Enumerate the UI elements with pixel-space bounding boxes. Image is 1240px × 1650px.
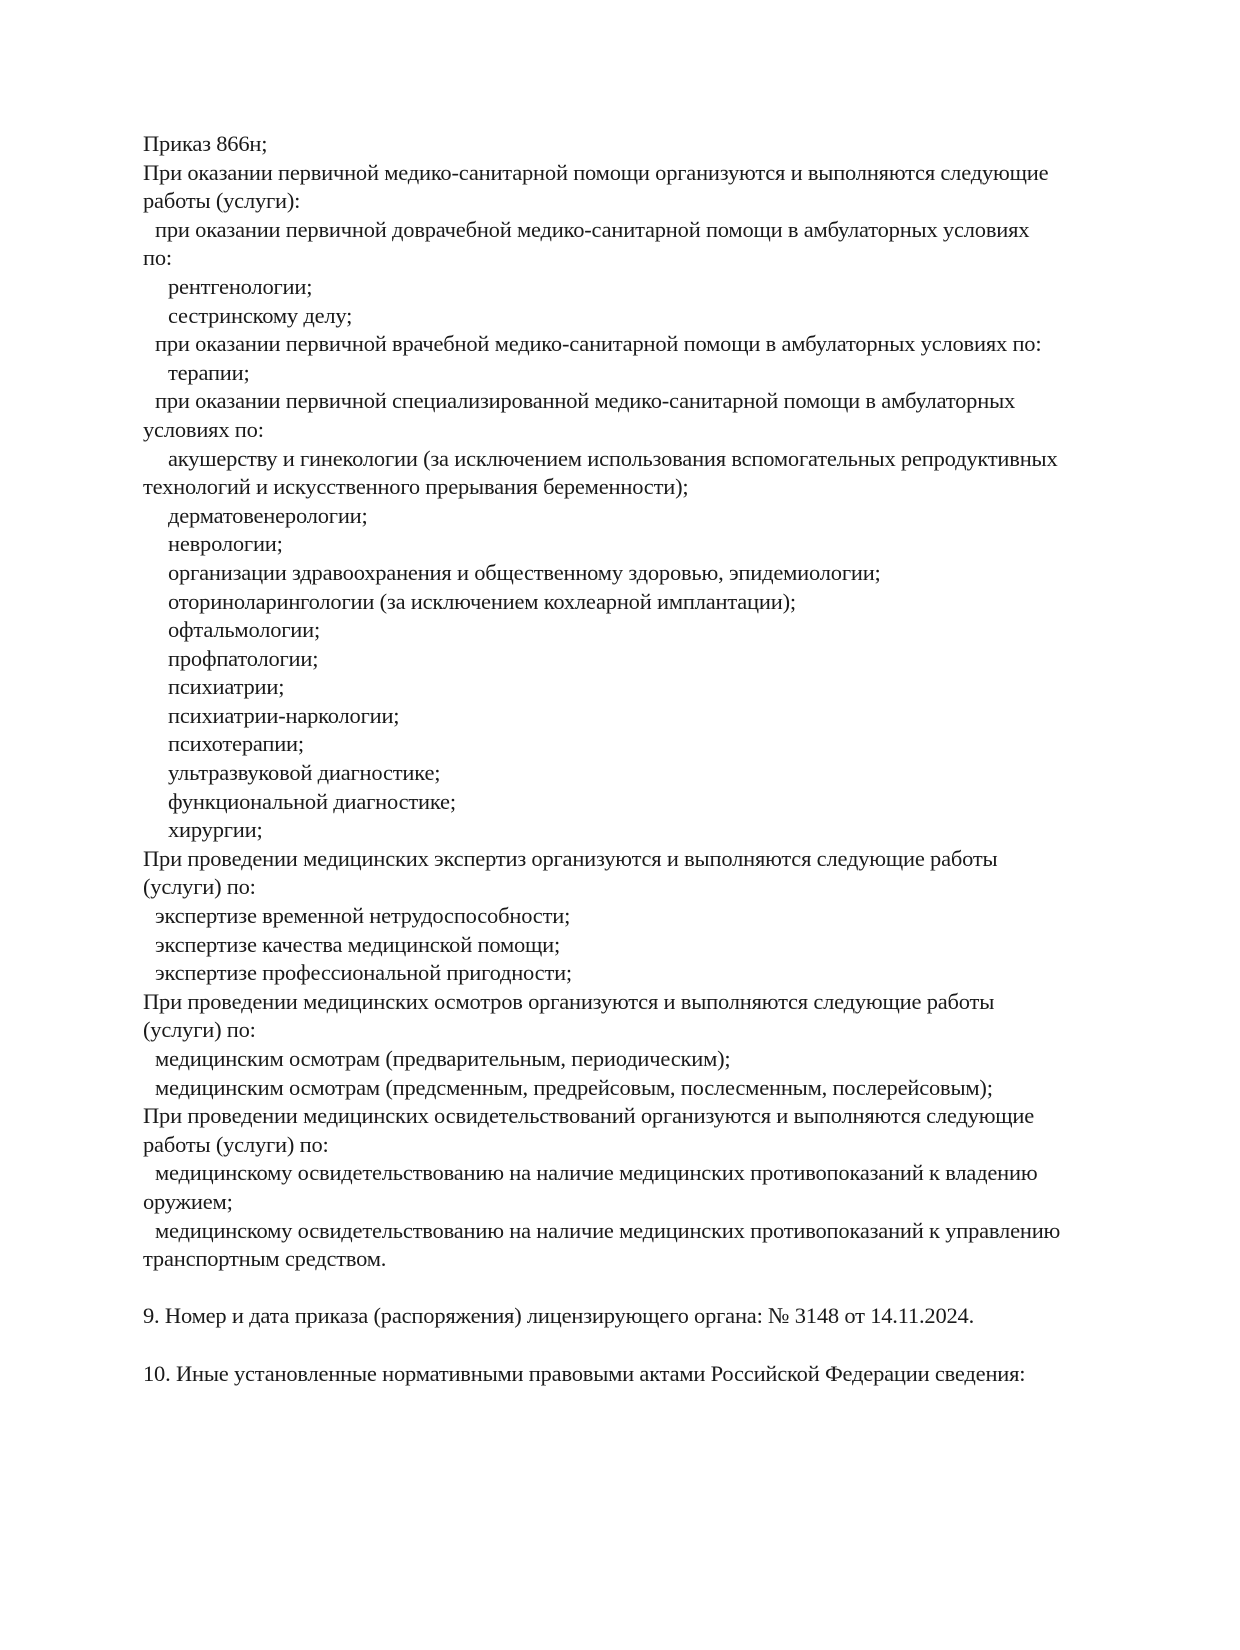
- spacer: [143, 1274, 1143, 1303]
- text-line: технологий и искусственного прерывания беременности);: [143, 474, 689, 500]
- text-line: экспертизе временной нетрудоспособности;: [155, 903, 571, 929]
- text-line: рентгенологии;: [168, 273, 313, 299]
- text-line: профпатологии;: [168, 645, 319, 671]
- text-line: При проведении медицинских осмотров организуются и выполняются следующие работы: [143, 988, 995, 1014]
- text-line: оториноларингологии (за исключением кохлеарной имплантации);: [168, 588, 796, 614]
- text-line: условиях по:: [143, 416, 264, 442]
- spacer: [143, 1331, 1143, 1360]
- text-line: оружием;: [143, 1188, 233, 1214]
- text-line: при оказании первичной доврачебной медико-санитарной помощи в амбулаторных условиях: [155, 216, 1030, 242]
- text-line: медицинскому освидетельствованию на наличие медицинских противопоказаний к владению: [155, 1160, 1038, 1186]
- text-line: акушерству и гинекологии (за исключением использования вспомогательных репродуктивных: [168, 445, 1058, 471]
- text-line: сестринскому делу;: [168, 302, 353, 328]
- text-line: медицинским осмотрам (предварительным, периодическим);: [155, 1046, 731, 1071]
- text-line: (услуги) по:: [143, 874, 256, 900]
- text-line: психиатрии-наркологии;: [168, 702, 400, 728]
- text-line: Приказ 866н;: [143, 131, 268, 156]
- text-line: при оказании первичной врачебной медико-санитарной помощи в амбулаторных условиях по:: [155, 331, 1042, 357]
- text-line: При проведении медицинских экспертиз организуются и выполняются следующие работы: [143, 845, 998, 871]
- text-line: экспертизе профессиональной пригодности;: [155, 960, 572, 986]
- text-line: работы (услуги):: [143, 188, 301, 214]
- document-page: [143, 130, 1143, 1388]
- text-line: экспертизе качества медицинской помощи;: [155, 931, 561, 957]
- text-line: терапии;: [168, 359, 250, 385]
- text-line: ультразвуковой диагностике;: [168, 760, 441, 786]
- item-10-other-info: 10. Иные установленные нормативными правовыми актами Российской Федерации сведения:: [143, 1360, 1026, 1386]
- text-line: офтальмологии;: [168, 617, 321, 643]
- text-line: хирургии;: [168, 817, 263, 843]
- text-line: При проведении медицинских освидетельствований организуются и выполняются следующие: [143, 1103, 1035, 1129]
- text-line: (услуги) по:: [143, 1017, 256, 1043]
- text-line: медицинским осмотрам (предсменным, предрейсовым, послесменным, послерейсовым);: [155, 1074, 993, 1100]
- text-line: психиатрии;: [168, 674, 285, 700]
- text-line: неврологии;: [168, 531, 283, 557]
- text-line: работы (услуги) по:: [143, 1131, 329, 1157]
- text-line: медицинскому освидетельствованию на наличие медицинских противопоказаний к управлению: [155, 1217, 1061, 1243]
- item-9-order-number: 9. Номер и дата приказа (распоряжения) лицензирующего органа: № 3148 от 14.11.2024.: [143, 1303, 975, 1329]
- text-line: по:: [143, 245, 172, 271]
- text-line: функциональной диагностике;: [168, 788, 456, 814]
- services-list: [143, 130, 1143, 1274]
- text-line: дерматовенерологии;: [168, 502, 368, 528]
- text-line: При оказании первичной медико-санитарной помощи организуются и выполняются следующие: [143, 159, 1049, 185]
- text-line: организации здравоохранения и общественному здоровью, эпидемиологии;: [168, 559, 881, 585]
- text-line: транспортным средством.: [143, 1246, 387, 1272]
- text-line: при оказании первичной специализированной медико-санитарной помощи в амбулаторных: [155, 388, 1016, 414]
- text-line: психотерапии;: [168, 731, 304, 757]
